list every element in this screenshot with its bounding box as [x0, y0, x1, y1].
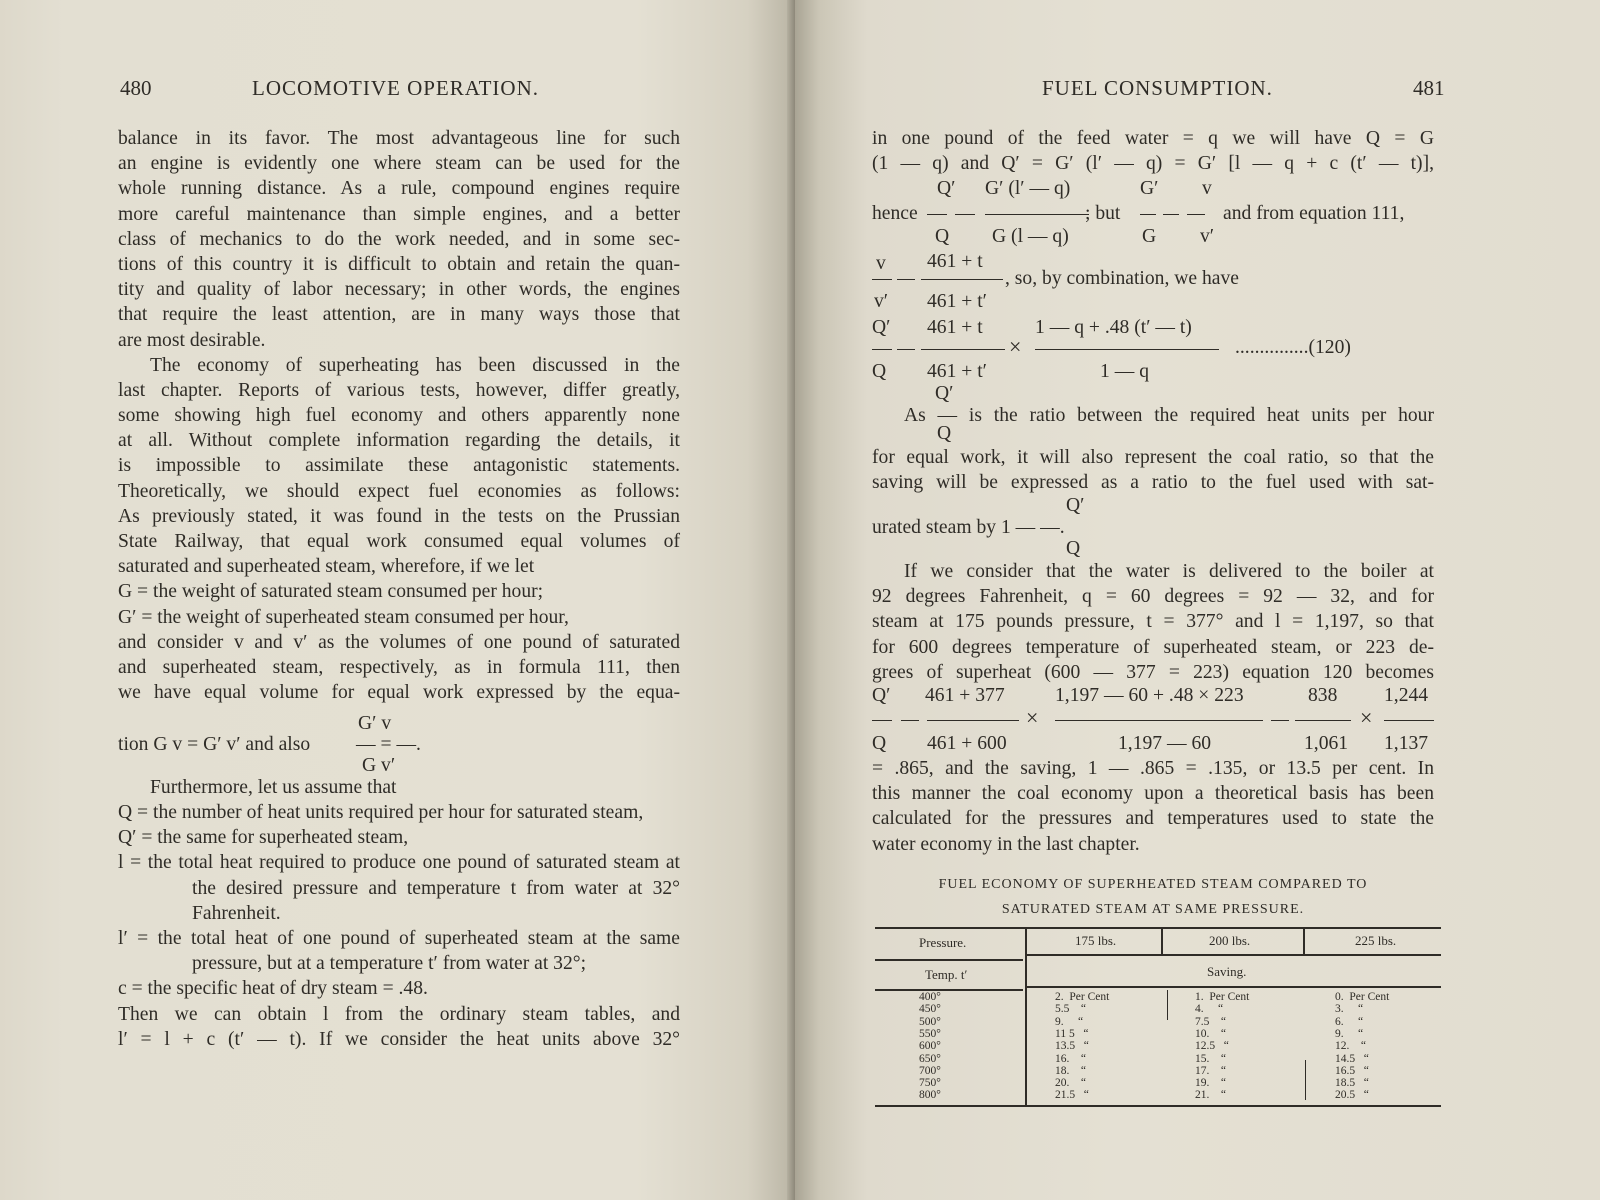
table-cell: 12. “: [1335, 1040, 1366, 1053]
text-line: The economy of superheating has been discussed in the: [150, 354, 680, 376]
frac-num: 838: [1308, 685, 1338, 706]
text-line: G = the weight of saturated steam consumed per hour;: [118, 581, 544, 603]
text-line: that require the least attention, are in many ways those that: [118, 304, 680, 326]
table-cell: 15. “: [1195, 1052, 1226, 1065]
text-line: and consider v and v′ as the volumes of one pound of saturated: [118, 631, 680, 653]
equation-text: , so, by combination, we have: [1005, 268, 1239, 289]
text-line: some showing high fuel economy and others apparently none: [118, 405, 680, 427]
frac-den: Q: [937, 423, 952, 444]
table-cell: 18.5 “: [1335, 1077, 1369, 1090]
frac-den: Q: [1066, 538, 1081, 559]
frac-num: 1,244: [1384, 685, 1429, 706]
frac-num: 461 + t: [927, 251, 983, 272]
table-cell: 1. Per Cent: [1195, 991, 1250, 1003]
text-line: Then we can obtain l from the ordinary steam tables, and: [118, 1003, 680, 1025]
text-line: (1 — q) and Q′ = G′ (l′ — q) = G′ [l — q + c (t′ — t)],: [872, 153, 1434, 175]
page-number-right: 481: [1413, 76, 1445, 100]
text-line: whole running distance. As a rule, compound engines require: [118, 178, 680, 200]
text-line: saturated and superheated steam, wherefore, if we let: [118, 556, 535, 578]
table-header: Saving.: [1207, 964, 1247, 979]
text-line: 92 degrees Fahrenheit, q = 60 degrees = 92 — 32, and for: [872, 586, 1434, 608]
definition-item: l = the total heat required to produce one pound of saturated steam at the desired pressure and temperature t from water at 32° Fahrenheit.: [118, 852, 680, 924]
text-line: more careful maintenance than simple engines, and a better: [118, 203, 680, 225]
table-cell: 4. “: [1195, 1003, 1224, 1016]
table-cell: 21. “: [1195, 1089, 1226, 1102]
table-cell: 12.5 “: [1195, 1040, 1229, 1053]
frac-num: Q′: [872, 685, 891, 706]
equation-numerator: G′ v: [358, 713, 392, 734]
text-line: calculated for the pressures and temperatures used to state the: [872, 808, 1434, 830]
table-cell: 14.5 “: [1335, 1052, 1369, 1065]
text-line: Theoretically, we should expect fuel economies as follows:: [118, 480, 680, 502]
table-cell: 20. “: [1055, 1077, 1086, 1090]
frac-num: 461 + 377: [925, 685, 1005, 706]
frac-num: G′ (l′ — q): [985, 178, 1071, 199]
running-head-left: LOCOMOTIVE OPERATION.: [252, 76, 539, 100]
text-line: for equal work, it will also represent the coal ratio, so that the: [872, 447, 1434, 468]
frac-den: 1,061: [1304, 733, 1349, 754]
table-cell: 18. “: [1055, 1064, 1086, 1077]
frac-num: 1,197 — 60 + .48 × 223: [1055, 685, 1244, 706]
table-row-temp: 600°: [919, 1040, 941, 1053]
equation-bars: — = —.: [356, 734, 421, 755]
text-line: If we consider that the water is delivered to the boiler at: [904, 561, 1434, 582]
definition-item: Q′ = the same for superheated steam,: [118, 827, 409, 849]
left-body-text: [118, 126, 680, 705]
text-line: balance in its favor. The most advantageous line for such: [118, 128, 680, 149]
text-line: tions of this country it is difficult to obtain and retain the quan-: [118, 253, 680, 275]
text-line: urated steam by 1 — —.: [872, 517, 1065, 538]
equation-number: ...............(120): [1235, 337, 1351, 358]
table-cell: 16. “: [1055, 1052, 1086, 1065]
text-line: As previously stated, it was found in the tests on the Prussian: [118, 505, 680, 527]
table-header: Temp. t′: [925, 967, 968, 982]
table-cell: 17. “: [1195, 1064, 1226, 1077]
frac-num: 1 — q + .48 (t′ — t): [1035, 317, 1192, 338]
text-line: and superheated steam, respectively, as in formula 111, then: [118, 656, 680, 678]
frac-den: Q: [935, 226, 950, 247]
frac-den: 1 — q: [1100, 361, 1149, 382]
table-cell: 19. “: [1195, 1077, 1226, 1090]
table-row-temp: 550°: [919, 1027, 941, 1040]
text-line: in one pound of the feed water = q we will have Q = G: [872, 128, 1434, 149]
text-line: steam at 175 pounds pressure, t = 377° and l = 1,197, so that: [872, 611, 1434, 633]
frac-num: Q′: [872, 317, 891, 338]
text-line: last chapter. Reports of various tests, however, differ greatly,: [118, 379, 680, 401]
left-page: [0, 0, 795, 1200]
text-line: this manner the coal economy upon a theoretical basis has been: [872, 783, 1434, 805]
frac-den: v′: [1200, 226, 1215, 247]
text-line: class of mechanics to do the work needed, and in some sec-: [118, 228, 680, 250]
text-line: tity and quality of labor necessary; in other words, the engines: [118, 279, 680, 301]
table-row-temp: 450°: [919, 1003, 941, 1016]
table-cell: 13.5 “: [1055, 1040, 1089, 1053]
page-number-left: 480: [120, 76, 152, 100]
times-sign: ×: [1360, 705, 1373, 730]
text-line: for 600 degrees temperature of superheated steam, or 223 de-: [872, 636, 1434, 658]
table-cell: 9. “: [1055, 1015, 1084, 1028]
text-line: State Railway, that equal work consumed equal volumes of: [118, 531, 680, 552]
definition-item: c = the specific heat of dry steam = .48.: [118, 978, 428, 1000]
times-sign: ×: [1026, 705, 1039, 730]
text-line: grees of superheat (600 — 377 = 223) equation 120 becomes: [872, 661, 1434, 683]
frac-num: 461 + t: [927, 317, 983, 338]
frac-num: Q′: [937, 178, 956, 199]
text-line: we have equal volume for equal work expressed by the equa-: [118, 682, 680, 704]
frac-den: v′: [874, 291, 889, 312]
frac-den: 461 + 600: [927, 733, 1007, 754]
table-cell: 16.5 “: [1335, 1064, 1369, 1077]
table-cell: 21.5 “: [1055, 1089, 1089, 1102]
table-cell: 10. “: [1195, 1027, 1226, 1040]
frac-den: Q: [872, 361, 887, 382]
table-caption: SATURATED STEAM AT SAME PRESSURE.: [1001, 902, 1305, 917]
right-page: [795, 0, 1600, 1200]
frac-den: 1,137: [1384, 733, 1429, 754]
text-line: are most desirable.: [118, 329, 266, 351]
table-header: 175 lbs.: [1075, 933, 1117, 948]
running-head-right: FUEL CONSUMPTION.: [1042, 76, 1273, 100]
frac-den: 461 + t′: [927, 291, 987, 312]
frac-num: G′: [1140, 178, 1159, 199]
table-cell: 2. Per Cent: [1055, 991, 1110, 1003]
text-line: l′ = l + c (t′ — t). If we consider the heat units above 32°: [118, 1028, 680, 1050]
times-sign: ×: [1009, 334, 1022, 359]
table-caption: FUEL ECONOMY OF SUPERHEATED STEAM COMPARED TO: [938, 877, 1368, 892]
text-line: is impossible to assimilate these antagonistic statements.: [118, 455, 680, 477]
fuel-economy-table: [795, 0, 1600, 1200]
text-line: water economy in the last chapter.: [872, 833, 1140, 855]
table-cell: 9. “: [1335, 1027, 1364, 1040]
table-cell: 3. “: [1335, 1003, 1364, 1016]
table-cell: 5.5 “: [1055, 1003, 1086, 1016]
definitions-list: [118, 800, 680, 1052]
frac-den: 461 + t′: [927, 361, 987, 382]
text-line: at all. Without complete information regarding the details, it: [118, 430, 680, 452]
frac-num: Q′: [1066, 495, 1085, 516]
table-row-temp: 400°: [919, 991, 941, 1003]
frac-num: v: [876, 253, 886, 274]
table-header: 225 lbs.: [1355, 933, 1397, 948]
table-row-temp: 650°: [919, 1052, 941, 1065]
table-row-temp: 700°: [919, 1064, 941, 1077]
table-header: Pressure.: [919, 935, 967, 950]
table-row-temp: 500°: [919, 1015, 941, 1028]
text-line: G′ = the weight of superheated steam consumed per hour,: [118, 606, 569, 628]
equation-line: tion G v = G′ v′ and also: [118, 734, 311, 755]
equation-label: hence: [872, 203, 918, 224]
frac-den: G (l — q): [992, 226, 1069, 247]
table-cell: 7.5 “: [1195, 1015, 1226, 1028]
table-row-temp: 750°: [919, 1077, 941, 1090]
table-cell: 20.5 “: [1335, 1089, 1369, 1102]
definition-item: Q = the number of heat units required per hour for saturated steam,: [118, 802, 644, 823]
equation-text: ; but: [1085, 203, 1121, 224]
table-cell: 11 5 “: [1055, 1027, 1089, 1040]
text-line: = .865, and the saving, 1 — .865 = .135, or 13.5 per cent. In: [872, 758, 1434, 779]
table-cell: 6. “: [1335, 1015, 1364, 1028]
table-row-temp: 800°: [919, 1089, 941, 1102]
frac-num: Q′: [935, 383, 954, 404]
text-line: an engine is evidently one where steam can be used for the: [118, 153, 680, 175]
frac-den: Q: [872, 733, 887, 754]
frac-den: G: [1142, 226, 1157, 247]
frac-den: 1,197 — 60: [1118, 733, 1212, 754]
definition-item: l′ = the total heat of one pound of superheated steam at the same pressure, but at a temperature t′ from water at 32°;: [118, 928, 680, 975]
text-line: saving will be expressed as a ratio to the fuel used with sat-: [872, 472, 1434, 494]
table-header: 200 lbs.: [1209, 933, 1251, 948]
frac-num: v: [1202, 178, 1212, 199]
text-line: Furthermore, let us assume that: [150, 777, 397, 798]
text-line: As — is the ratio between the required heat units per hour: [904, 405, 1434, 426]
equation-denominator: G v′: [362, 755, 396, 776]
table-cell: 0. Per Cent: [1335, 991, 1390, 1003]
equation-text: and from equation 111,: [1223, 203, 1405, 224]
